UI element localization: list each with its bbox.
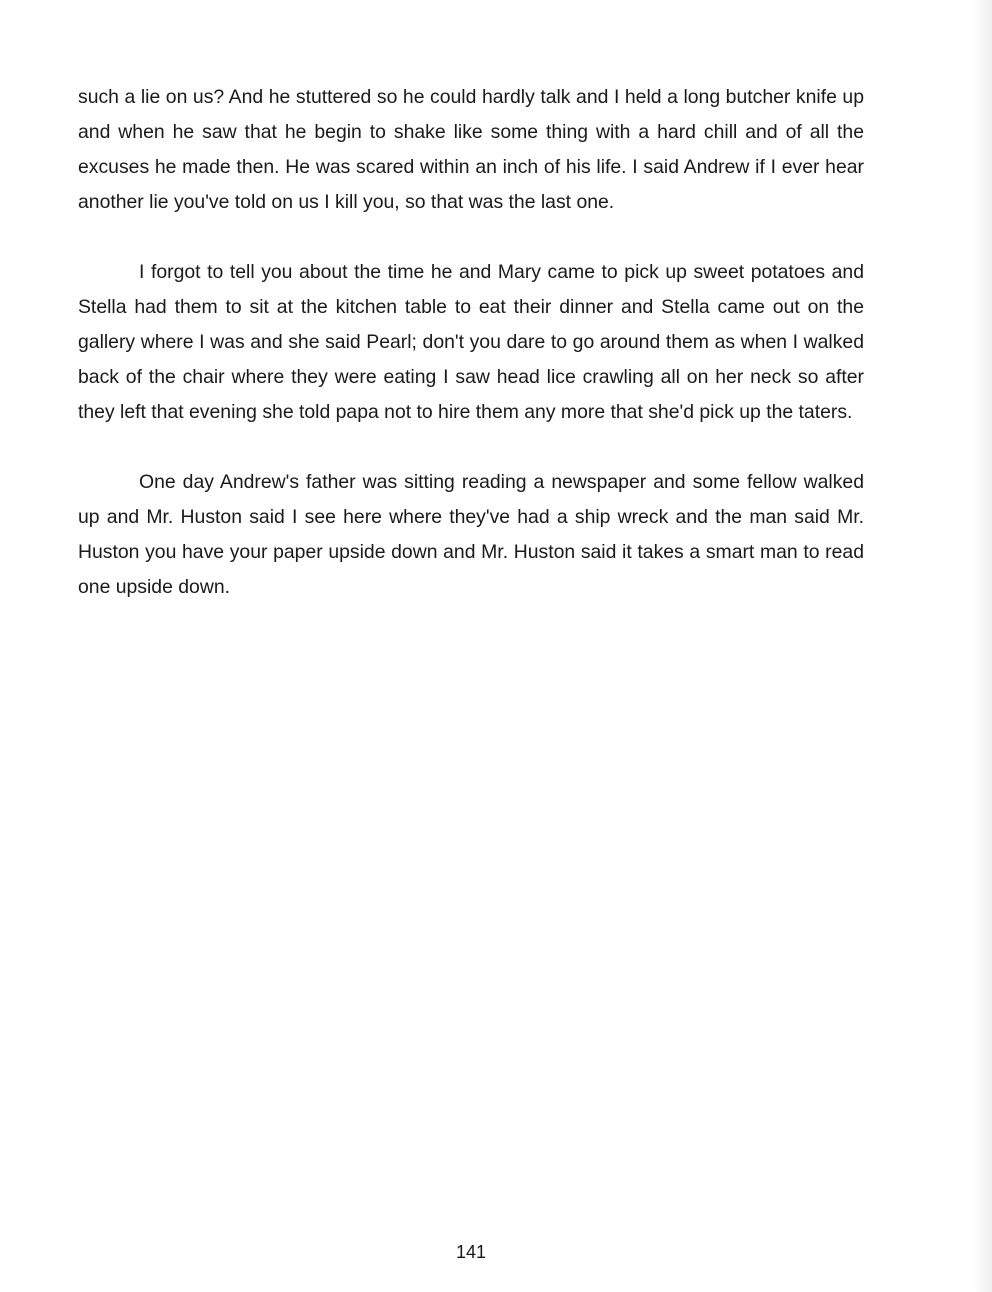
page-number: 141 — [455, 1242, 487, 1262]
page-edge-shadow — [974, 0, 992, 1292]
body-text — [78, 80, 864, 605]
paragraph-3: One day Andrew's father was sitting reading a newspaper and some fellow walked up and Mr. Huston said I see here where they've had a ship wreck and the man said Mr. Huston you have your paper upside down and Mr. Huston said it takes a smart man to read one upside down. — [78, 471, 864, 598]
paragraph-2: I forgot to tell you about the time he and Mary came to pick up sweet potatoes and Stella had them to sit at the kitchen table to eat their dinner and Stella came out on the gallery where I was and she said Pearl; don't you dare to go around them as when I walked back of the chair where they were eating I saw head lice crawling all on her neck so after they left that evening she told papa not to hire them any more that she'd pick up the taters. — [78, 261, 864, 423]
paragraph-1: such a lie on us? And he stuttered so he could hardly talk and I held a long butcher knife up and when he saw that he begin to shake like some thing with a hard chill and of all the excuses he made then. He was scared within an inch of his life. I said Andrew if I ever hear another lie you've told on us I kill you, so that was the last one. — [78, 86, 864, 213]
